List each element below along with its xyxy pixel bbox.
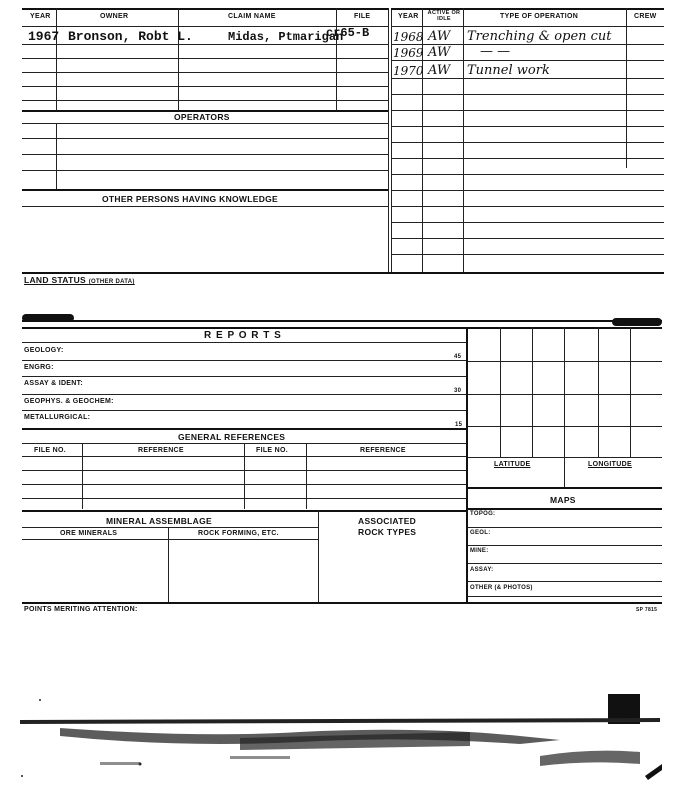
points-meriting-attention-label: POINTS MERITING ATTENTION: [24, 606, 138, 613]
report-row-geology-num: 45 [454, 354, 462, 360]
report-row-assay: ASSAY & IDENT: [24, 380, 84, 387]
op-entry-3-operation: Tunnel work [467, 63, 550, 78]
form-number: SP 7815 [636, 607, 658, 613]
owner-entry-claim: Midas, Ptmarigan [228, 30, 344, 44]
operators-label: OPERATORS [174, 112, 230, 122]
header-type-of-operation: TYPE OF OPERATION [500, 13, 579, 20]
header-op-year: YEAR [398, 13, 419, 20]
report-row-metallurgical: METALLURGICAL: [24, 414, 91, 421]
reports-title: R E P O R T S [204, 330, 282, 341]
land-status-sublabel: (OTHER DATA) [88, 279, 135, 285]
genref-header-file-no-1: FILE NO. [34, 447, 66, 454]
associated-rock-types-line1: ASSOCIATED [358, 516, 417, 526]
maps-row-mine: MINE: [470, 548, 489, 554]
header-claim-name: CLAIM NAME [228, 13, 276, 20]
report-row-engrg: ENGRG: [24, 364, 54, 371]
report-row-assay-num: 30 [454, 388, 462, 394]
maps-row-assay: ASSAY: [470, 567, 494, 573]
owner-entry-name: Bronson, Robt L. [68, 29, 193, 44]
header-file: FILE [354, 13, 371, 20]
genref-header-file-no-2: FILE NO. [256, 447, 288, 454]
op-entry-3-status: AW [428, 63, 451, 78]
maps-row-geol: GEOL: [470, 530, 491, 536]
genref-header-reference-1: REFERENCE [138, 447, 184, 454]
owner-entry-year: 1967 [28, 29, 60, 44]
op-entry-3-year: 1970 [393, 64, 424, 78]
op-entry-1-operation: Trenching & open cut [467, 29, 612, 44]
header-active-idle: ACTIVE OR IDLE [427, 10, 461, 22]
land-status-title: LAND STATUS [24, 275, 87, 285]
header-crew: CREW [634, 13, 657, 20]
op-entry-2-status: AW [428, 45, 451, 60]
associated-rock-types-line2: ROCK TYPES [358, 527, 417, 537]
other-persons-label: OTHER PERSONS HAVING KNOWLEDGE [102, 194, 279, 204]
report-row-geophys: GEOPHYS. & GEOCHEM: [24, 398, 114, 405]
owner-entry-file: cr65-B [326, 26, 370, 40]
latitude-label: LATITUDE [494, 461, 531, 468]
genref-header-reference-2: REFERENCE [360, 447, 406, 454]
rock-forming-label: ROCK FORMING, ETC. [198, 530, 279, 537]
op-entry-1-status: AW [428, 29, 451, 44]
header-year: YEAR [30, 13, 51, 20]
report-row-geology: GEOLOGY: [24, 347, 64, 354]
maps-row-other: OTHER (& PHOTOS) [470, 585, 533, 591]
report-row-metallurgical-num: 15 [455, 422, 463, 428]
op-entry-2-operation: — — [480, 44, 511, 59]
longitude-label: LONGITUDE [588, 461, 632, 468]
mineral-assemblage-title: MINERAL ASSEMBLAGE [106, 516, 212, 526]
op-entry-2-year: 1969 [393, 46, 424, 60]
op-entry-1-year: 1968 [393, 30, 424, 44]
general-references-title: GENERAL REFERENCES [178, 432, 286, 442]
maps-title: MAPS [550, 495, 576, 505]
scan-noise [0, 680, 678, 800]
header-owner: OWNER [100, 13, 129, 20]
ore-minerals-label: ORE MINERALS [60, 530, 118, 537]
maps-row-topog: TOPOG: [470, 511, 496, 517]
